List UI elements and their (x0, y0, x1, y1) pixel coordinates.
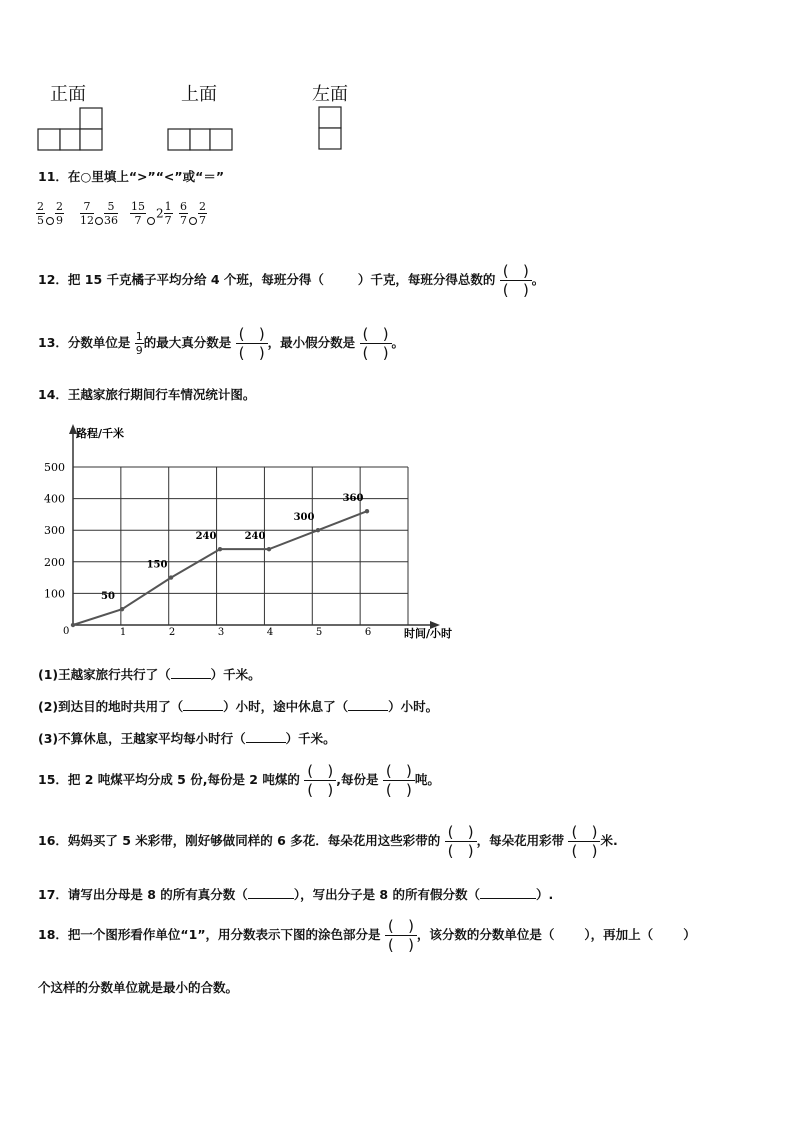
q11-text: 在○里填上“>”“<”或“＝” (67, 169, 225, 184)
data-point (218, 547, 222, 551)
question-11 (38, 167, 224, 185)
y-tick-label: 300 (44, 524, 65, 538)
data-label: 360 (342, 493, 364, 505)
data-label: 150 (146, 559, 168, 571)
x-axis-label: 时间/小时 (404, 627, 453, 640)
fraction-blank[interactable]: ( ) ( ) (500, 262, 532, 299)
q11-number: 11． (38, 169, 68, 184)
question-14: 14．王越家旅行期间行车情况统计图。 (38, 387, 256, 402)
y-axis-label: 路程/千米 (76, 427, 125, 440)
answer-blank[interactable] (183, 698, 223, 711)
compare-circle[interactable] (46, 217, 54, 225)
front-view-diagram (36, 106, 106, 154)
compare-circle[interactable] (95, 217, 103, 225)
q14-sub-1: (1)王越家旅行共行了（ ）千米。 (38, 667, 261, 682)
data-point (71, 623, 75, 627)
q11-pair-2: $\frac{7}{12}$ $\frac{5}{36}$ (80, 200, 118, 227)
top-view-diagram (166, 127, 236, 153)
fraction-blank[interactable]: ( ) ( ) (385, 917, 417, 954)
left-view-label: 左面 (312, 84, 348, 105)
x-tick-label: 4 (266, 627, 274, 638)
data-label: 300 (293, 512, 315, 524)
fraction-blank[interactable]: ( ) ( ) (236, 325, 268, 362)
compare-circle[interactable] (189, 217, 197, 225)
front-view-label: 正面 (50, 84, 86, 105)
fraction-blank[interactable]: ( ) ( ) (304, 762, 336, 799)
fraction-blank[interactable]: ( ) ( ) (360, 325, 392, 362)
x-tick-label: 2 (168, 627, 176, 638)
data-point (365, 509, 369, 513)
data-point (120, 607, 124, 611)
y-tick-label: 500 (44, 461, 65, 474)
series-line (73, 511, 367, 625)
q18-line-2: 个这样的分数单位就是最小的合数。 (38, 980, 239, 995)
q11-pair-3: $\frac{15}{7}$ 2 $\frac{1}{7}$ (131, 200, 172, 227)
data-label: 240 (195, 531, 217, 543)
question-13: 13．分数单位是 $\frac{1}{9}$ 的最大真分数是 ( ) ( ) ，最小假分数是 ( ) ( ) 。 (38, 325, 405, 362)
line-chart (36, 420, 476, 650)
x-tick-label: 1 (119, 627, 127, 638)
data-point (169, 575, 173, 579)
q11-pair-1: $\frac{2}{5}$ $\frac{2}{9}$ (37, 200, 63, 227)
fraction-blank[interactable]: ( ) ( ) (445, 823, 477, 860)
left-view-diagram (317, 105, 345, 153)
x-tick-label: 0 (63, 626, 70, 637)
question-15: 15．把 2 吨煤平均分成 5 份,每份是 2 吨煤的 ( ) ( ) ,每份是 ( ) ( ) 吨。 (38, 762, 440, 799)
compare-circle[interactable] (147, 217, 155, 225)
x-tick-label: 6 (364, 627, 372, 638)
question-17: 17．请写出分母是 8 的所有真分数（ ），写出分子是 8 的所有假分数（ ）. (38, 887, 554, 902)
answer-blank[interactable] (248, 886, 294, 899)
question-12: 12．把 15 千克橘子平均分给 4 个班，每班分得（ ）千克，每班分得总数的 ( ) ( ) 。 (38, 262, 545, 299)
q11-pair-4: $\frac{6}{7}$ $\frac{2}{7}$ (180, 200, 206, 227)
answer-blank[interactable] (246, 730, 286, 743)
data-label: 50 (101, 591, 115, 603)
x-tick-label: 3 (217, 627, 225, 638)
answer-blank[interactable] (171, 666, 211, 679)
fraction-blank[interactable]: ( ) ( ) (568, 823, 600, 860)
q14-sub-2: (2)到达目的地时共用了（ ）小时，途中休息了（ ）小时。 (38, 699, 439, 714)
top-view-label: 上面 (181, 84, 217, 105)
answer-blank[interactable] (348, 698, 388, 711)
fraction-blank[interactable]: ( ) ( ) (383, 762, 415, 799)
question-18: 18．把一个图形看作单位“1”，用分数表示下图的涂色部分是 ( ) ( ) ，该分数的分数单位是（ ），再加上（ ） (38, 917, 696, 954)
data-point (267, 547, 271, 551)
data-label: 240 (244, 531, 266, 543)
y-tick-label: 200 (44, 555, 65, 569)
y-tick-label: 100 (44, 587, 65, 601)
unit-fraction: $\frac{1}{9}$ (135, 330, 143, 357)
answer-blank[interactable] (480, 886, 536, 899)
y-tick-label: 400 (44, 492, 65, 506)
x-tick-label: 5 (315, 627, 323, 638)
question-16: 16．妈妈买了 5 米彩带，刚好够做同样的 6 多花．每朵花用这些彩带的 ( ) ( ) ，每朵花用彩带 ( ) ( ) 米. (38, 823, 618, 860)
data-point (316, 528, 320, 532)
q14-sub-3: (3)不算休息，王越家平均每小时行（ ）千米。 (38, 731, 336, 746)
